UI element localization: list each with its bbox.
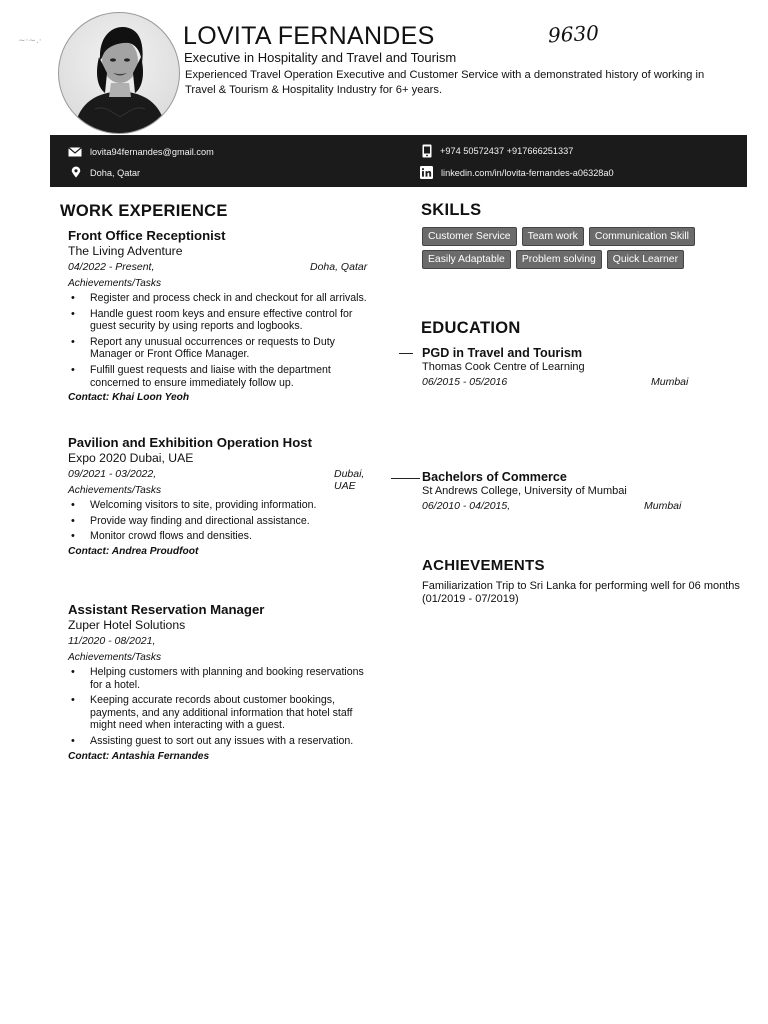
contact-phone[interactable] — [422, 144, 573, 158]
task-item: • Helping customers with planning and booking reservations for a hotel. — [68, 666, 368, 691]
skills-heading: SKILLS — [421, 201, 482, 219]
reference-contact: Contact: Andrea Proudfoot — [68, 545, 199, 557]
profile-summary: Experienced Travel Operation Executive and Customer Service with a demonstrated history of working in Travel & Tourism & Hospitality Industry for 6+ years. — [185, 69, 705, 96]
skill-chip: Team work — [522, 227, 584, 246]
avatar-portrait — [59, 13, 180, 134]
candidate-name: LOVITA FERNANDES — [183, 22, 435, 50]
task-item: • Register and process check in and checkout for all arrivals. — [68, 292, 368, 305]
education-entry — [422, 470, 722, 516]
job-entry — [68, 435, 388, 557]
skill-chip: Quick Learner — [607, 250, 684, 269]
task-item: • Report any unusual occurrences or requests to Duty Manager or Front Office Manager. — [68, 336, 368, 361]
reference-contact: Contact: Antashia Fernandes — [68, 750, 210, 762]
scan-line-mark — [391, 478, 420, 479]
location-text: Doha, Qatar — [90, 167, 141, 178]
job-location: Dubai, UAE — [334, 468, 365, 492]
education-location: Mumbai — [651, 376, 689, 388]
education-entry — [422, 346, 722, 392]
linkedin-text: linkedin.com/in/lovita-fernandes-a06328a0 — [441, 167, 614, 178]
degree-title: PGD in Travel and Tourism — [422, 346, 583, 360]
task-item: • Keeping accurate records about customer bookings, payments, and any additional information that hotel staff might need when interacting with a guest. — [68, 694, 368, 732]
skill-chip: Customer Service — [422, 227, 517, 246]
job-title: Front Office Receptionist — [68, 228, 226, 243]
task-list — [68, 292, 388, 389]
achievements-label: Achievements/Tasks — [68, 278, 162, 289]
job-title: Pavilion and Exhibition Operation Host — [68, 435, 312, 450]
task-item: • Provide way finding and directional assistance. — [68, 515, 368, 528]
achievement-item: Familiarization Trip to Sri Lanka for performing well for 06 months (01/2019 - 07/2019) — [422, 580, 740, 605]
job-dates: 09/2021 - 03/2022, — [68, 468, 157, 480]
task-list — [68, 499, 388, 543]
job-title: Assistant Reservation Manager — [68, 602, 265, 617]
job-company: Expo 2020 Dubai, UAE — [68, 451, 194, 465]
job-entry — [68, 602, 388, 762]
skill-chip: Problem solving — [516, 250, 602, 269]
achievements-label: Achievements/Tasks — [68, 485, 162, 496]
email-icon — [68, 146, 82, 158]
contact-location — [70, 166, 140, 179]
achievements-heading: ACHIEVEMENTS — [422, 557, 545, 574]
location-pin-icon — [70, 166, 82, 179]
skills-list — [422, 227, 722, 273]
task-item: • Handle guest room keys and ensure effective control for guest security by using reports and logbooks. — [68, 308, 368, 333]
job-meta — [68, 261, 388, 277]
task-list — [68, 666, 388, 748]
skill-chip: Easily Adaptable — [422, 250, 511, 269]
job-location: Doha, Qatar — [310, 261, 368, 273]
job-meta — [68, 635, 388, 651]
scan-mark: ~·~.· — [18, 36, 42, 46]
school-name: St Andrews College, University of Mumbai — [422, 485, 627, 497]
degree-title: Bachelors of Commerce — [422, 470, 567, 484]
task-item: • Monitor crowd flows and densities. — [68, 530, 368, 543]
task-item: • Assisting guest to sort out any issues with a reservation. — [68, 735, 368, 748]
scan-line-mark — [399, 353, 413, 354]
task-item: • Fulfill guest requests and liaise with the department concerned to ensure immediately follow up. — [68, 364, 368, 389]
contact-email[interactable] — [68, 146, 214, 158]
profile-photo — [58, 12, 180, 134]
contact-bar — [50, 135, 747, 187]
education-location: Mumbai — [644, 500, 682, 512]
work-experience-heading: WORK EXPERIENCE — [60, 202, 228, 220]
reference-contact: Contact: Khai Loon Yeoh — [68, 392, 190, 404]
education-meta — [422, 376, 722, 392]
email-text: lovita94fernandes@gmail.com — [90, 147, 214, 157]
job-dates: 11/2020 - 08/2021, — [68, 635, 156, 647]
job-entry — [68, 228, 388, 403]
skill-chip: Communication Skill — [589, 227, 695, 246]
education-heading: EDUCATION — [421, 319, 521, 337]
phone-text: +974 50572437 +917666251337 — [440, 146, 574, 156]
phone-icon — [422, 144, 432, 158]
linkedin-icon — [420, 166, 433, 179]
achievements-label: Achievements/Tasks — [68, 652, 162, 663]
education-dates: 06/2010 - 04/2015, — [422, 500, 511, 512]
task-item: • Welcoming visitors to site, providing information. — [68, 499, 368, 512]
education-meta — [422, 500, 722, 516]
job-company: Zuper Hotel Solutions — [68, 618, 186, 632]
education-dates: 06/2015 - 05/2016 — [422, 376, 508, 388]
school-name: Thomas Cook Centre of Learning — [422, 361, 585, 373]
handwritten-note: 9630 — [547, 20, 600, 48]
job-company: The Living Adventure — [68, 244, 183, 258]
contact-linkedin[interactable] — [420, 166, 614, 179]
candidate-subtitle: Executive in Hospitality and Travel and Tourism — [184, 50, 457, 65]
job-dates: 04/2022 - Present, — [68, 261, 155, 273]
